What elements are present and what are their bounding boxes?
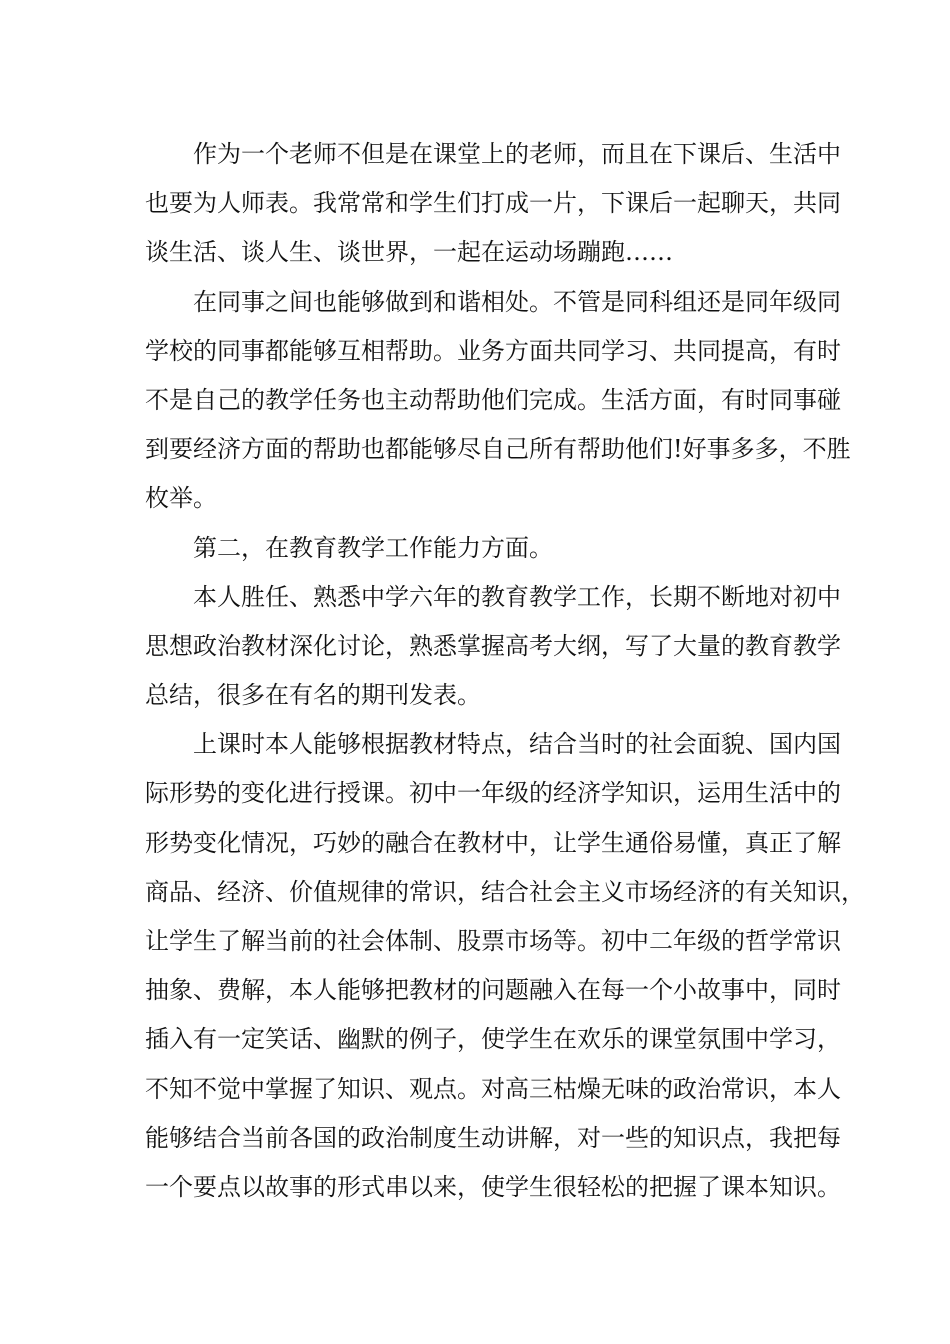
paragraph-2-line-3: 不是自己的教学任务也主动帮助他们完成。生活方面，有时同事碰 [145,385,841,414]
paragraph-4-line-10: 一个要点以故事的形式串以来，使学生很轻松的把握了课本知识。 [145,1172,841,1201]
paragraph-4-line-6: 抽象、费解，本人能够把教材的问题融入在每一个小故事中，同时 [145,976,841,1005]
body-text [145,130,865,1212]
paragraph-4-line-4: 商品、经济、价值规律的常识，结合社会主义市场经济的有关知识， [145,877,865,906]
paragraph-2-line-1: 在同事之间也能够做到和谐相处。不管是同科组还是同年级同 [193,287,841,316]
section-heading: 第二，在教育教学工作能力方面。 [193,533,553,562]
paragraph-2-line-2: 学校的同事都能够互相帮助。业务方面共同学习、共同提高，有时 [145,336,841,365]
paragraph-4-line-3: 形势变化情况，巧妙的融合在教材中，让学生通俗易懂，真正了解 [145,828,841,857]
paragraph-3-line-2: 思想政治教材深化讨论，熟悉掌握高考大纲，写了大量的教育教学 [145,631,841,660]
paragraph-3-line-1: 本人胜任、熟悉中学六年的教育教学工作，长期不断地对初中 [193,582,841,611]
paragraph-4-line-2: 际形势的变化进行授课。初中一年级的经济学知识，运用生活中的 [145,779,841,808]
paragraph-1-line-1: 作为一个老师不但是在课堂上的老师，而且在下课后、生活中 [193,140,841,168]
paragraph-4-line-7: 插入有一定笑话、幽默的例子，使学生在欢乐的课堂氛围中学习， [145,1025,841,1054]
paragraph-1-line-2: 也要为人师表。我常常和学生们打成一片，下课后一起聊天，共同 [145,189,841,218]
paragraph-4-line-5: 让学生了解当前的社会体制、股票市场等。初中二年级的哲学常识 [145,927,841,955]
paragraph-3-line-3: 总结，很多在有名的期刊发表。 [145,681,481,710]
paragraph-4-line-8: 不知不觉中掌握了知识、观点。对高三枯燥无味的政治常识，本人 [145,1074,841,1103]
paragraph-2-line-5: 枚举。 [145,484,217,513]
paragraph-2-line-4: 到要经济方面的帮助也都能够尽自己所有帮助他们!好事多多，不胜 [145,435,851,464]
paragraph-4-line-1: 上课时本人能够根据教材特点，结合当时的社会面貌、国内国 [193,730,841,759]
paragraph-4-line-9: 能够结合当前各国的政治制度生动讲解，对一些的知识点，我把每 [145,1123,841,1152]
paragraph-1-line-3: 谈生活、谈人生、谈世界，一起在运动场蹦跑…… [145,238,673,267]
